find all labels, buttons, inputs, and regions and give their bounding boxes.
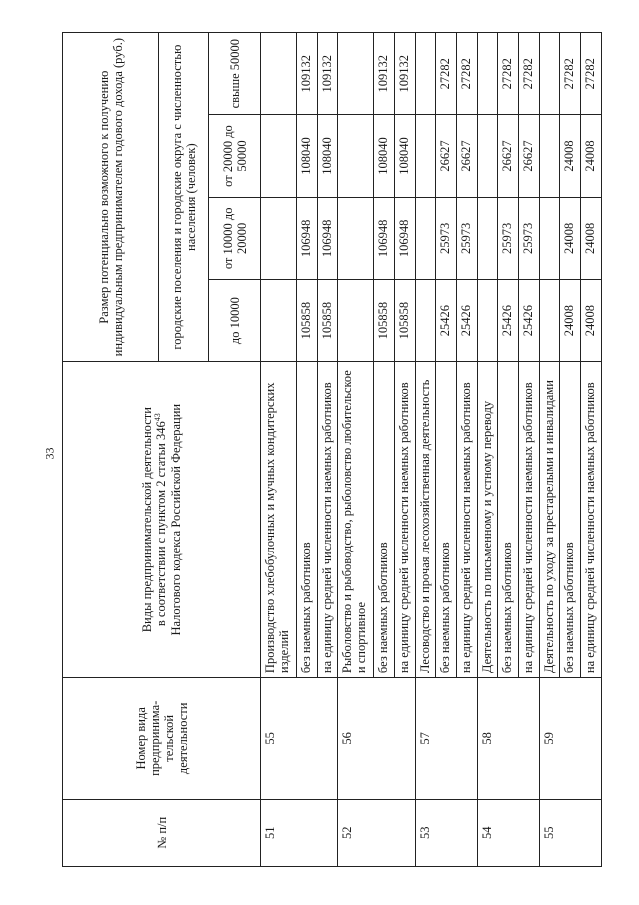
value-cell: 25426 [436,279,457,361]
table-row [477,33,498,867]
value-cell: 106948 [394,197,415,279]
value-cell-empty [415,33,436,115]
row-label: без наемных работников [436,362,457,678]
value-cell-empty [477,279,498,361]
row-label: без наемных работников [374,362,395,678]
value-cell-empty [477,115,498,197]
header-activity-line1: Виды предпринимательской деятельности [140,407,155,633]
value-cell-empty [261,115,297,197]
value-cell: 108040 [374,115,395,197]
value-cell: 105858 [296,279,317,361]
value-cell-empty [477,33,498,115]
value-cell: 25973 [436,197,457,279]
value-cell: 26627 [498,115,519,197]
activity-title: Рыболовство и рыбоводство, рыболовство любительское и спортивное [338,362,374,678]
value-cell: 109132 [374,33,395,115]
value-cell-empty [261,197,297,279]
value-cell: 25426 [498,279,519,361]
value-cell: 27282 [498,33,519,115]
value-cell-empty [539,115,560,197]
value-cell: 25973 [519,197,540,279]
activity-title: Деятельность по письменному и устному переводу [477,362,498,678]
value-cell-empty [338,197,374,279]
value-cell: 105858 [394,279,415,361]
value-cell: 105858 [374,279,395,361]
table-body [261,33,602,867]
value-cell-empty [261,279,297,361]
value-cell-empty [539,197,560,279]
value-cell: 26627 [436,115,457,197]
activity-type-number: 57 [415,678,477,799]
row-number: 52 [338,799,415,866]
value-cell-empty [415,279,436,361]
row-label: без наемных работников [560,362,581,678]
value-cell: 109132 [394,33,415,115]
value-cell: 24008 [560,197,581,279]
header-settlement-group: городские поселения и городские округа с численностью населения (человек) [159,33,209,362]
value-cell: 25973 [498,197,519,279]
value-cell: 108040 [296,115,317,197]
value-cell: 26627 [457,115,478,197]
row-label: на единицу средней численности наемных работников [317,362,338,678]
value-cell-empty [539,279,560,361]
value-cell-empty [415,197,436,279]
value-cell: 105858 [317,279,338,361]
header-type-no: Номер вида предпринима-тельской деятельности [63,678,261,799]
header-pop-3: от 20000 до 50000 [209,115,261,197]
value-cell: 27282 [436,33,457,115]
value-cell: 108040 [317,115,338,197]
value-cell: 24008 [581,279,602,361]
value-cell: 106948 [296,197,317,279]
header-activity [63,362,261,678]
activity-title: Деятельность по уходу за престарелыми и инвалидами [539,362,560,678]
value-cell: 106948 [374,197,395,279]
row-number: 54 [477,799,539,866]
value-cell: 24008 [581,115,602,197]
table-row [261,33,297,867]
rotated-table-container [62,32,602,867]
row-label: без наемных работников [296,362,317,678]
value-cell-empty [261,33,297,115]
header-activity-sup: 43 [153,413,163,422]
value-cell: 24008 [560,115,581,197]
income-table [62,32,602,867]
value-cell: 27282 [519,33,540,115]
value-cell: 109132 [317,33,338,115]
activity-type-number: 58 [477,678,539,799]
header-activity-line2: в соответствии с пунктом 2 статьи 346 [154,421,169,627]
value-cell: 25426 [457,279,478,361]
value-cell: 24008 [581,197,602,279]
value-cell: 24008 [560,279,581,361]
table-row [338,33,374,867]
row-number: 53 [415,799,477,866]
activity-type-number: 56 [338,678,415,799]
value-cell: 26627 [519,115,540,197]
row-label: на единицу средней численности наемных работников [457,362,478,678]
value-cell: 27282 [457,33,478,115]
row-label: на единицу средней численности наемных работников [581,362,602,678]
header-activity-line3: Налогового кодекса Российской Федерации [168,403,183,636]
activity-title: Производство хлебобулочных и мучных кондитерских изделий [261,362,297,678]
row-label: на единицу средней численности наемных работников [394,362,415,678]
row-label: без наемных работников [498,362,519,678]
value-cell-empty [338,33,374,115]
value-cell-empty [338,279,374,361]
row-number: 55 [539,799,601,866]
value-cell-empty [477,197,498,279]
value-cell: 25426 [519,279,540,361]
value-cell: 109132 [296,33,317,115]
value-cell: 27282 [581,33,602,115]
table-row [539,33,560,867]
value-cell-empty [539,33,560,115]
header-no: № п/п [63,799,261,866]
value-cell-empty [415,115,436,197]
page-number: 33 [42,447,57,460]
header-pop-1: до 10000 [209,279,261,361]
value-cell: 27282 [560,33,581,115]
value-cell-empty [338,115,374,197]
header-pop-4: свыше 50000 [209,33,261,115]
header-income-group: Размер потенциально возможного к получению индивидуальным предпринимателем годового дохода (руб.) [63,33,159,362]
table-row [415,33,436,867]
value-cell: 108040 [394,115,415,197]
activity-type-number: 59 [539,678,601,799]
value-cell: 25973 [457,197,478,279]
row-number: 51 [261,799,338,866]
row-label: на единицу средней численности наемных работников [519,362,540,678]
value-cell: 106948 [317,197,338,279]
activity-title: Лесоводство и прочая лесохозяйственная деятельность [415,362,436,678]
activity-type-number: 55 [261,678,338,799]
header-pop-2: от 10000 до 20000 [209,197,261,279]
